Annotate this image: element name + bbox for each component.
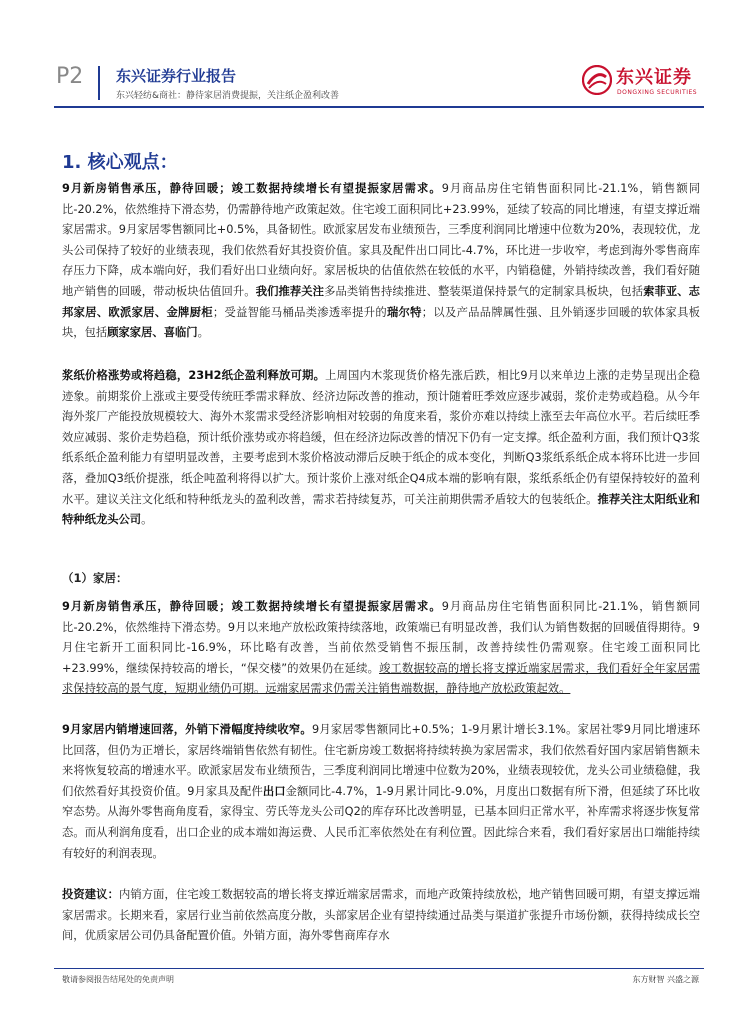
paragraph-home-overview: 9月新房销售承压，静待回暖；竣工数据持续增长有望提振家居需求。9月商品房住宅销售面积同比-21.1%，销售额同比-20.2%，依然维持下滑态势，仍需静待地产政策起效。住宅竣工面积同比+23.99%，延续了较高的同比增速，有望支撑近端家居需求。9月家居零售额同比+0.5%，具备韧性。欧派家居发布业绩预告，三季度利润同比增速中位数为20%，表现较优，龙头公司保持了较好的业绩表现，我们依然看好其投资价值。家具及配件出口同比-4.7%，环比进一步收窄，考虑到海外零售商库存压力下降，成本端向好，我们看好出口业绩向好。家居板块的估值依然在较低的水平，内销稳健，外销持续改善，我们看好随地产销售的回暖，带动板块估值回升。我们推荐关注多品类销售持续推进、整装渠道保持景气的定制家具板块，包括索菲亚、志邦家居、欧派家居、金牌厨柜；受益智能马桶品类渗透率提升的瑞尔特；以及产品品牌属性强、且外销逐步回暖的软体家具板块，包括顾家家居、喜临门。 — [62, 182, 700, 340]
report-title: 东兴证券行业报告 — [116, 67, 237, 85]
lead-text: 9月新房销售承压，静待回暖；竣工数据持续增长有望提振家居需求。 — [62, 600, 442, 613]
footer-disclaimer: 敬请参阅报告结尾处的免责声明 — [62, 975, 174, 984]
lead-text: 9月家居内销增速回落，外销下滑幅度持续收窄。 — [62, 723, 312, 736]
paragraph-home-sales: 9月新房销售承压，静待回暖；竣工数据持续增长有望提振家居需求。9月商品房住宅销售面积同比-21.1%，销售额同比-20.2%，依然维持下滑态势。9月以来地产放松政策持续落地，政策端已有明显改善，我们认为销售数据的回暖值得期待。9月住宅新开工面积同比-16.9%，环比略有改善，当前依然受销售不振压制，改善持续性仍需观察。住宅竣工面积同比+23.99%，继续保持较高的增长，“保交楼”的效果仍在延续。竣工数据较高的增长将支撑近端家居需求，我们看好全年家居需求保持较高的景气度，短期业绩仍可期。远端家居需求仍需关注销售端数据，静待地产放松政策起效。 — [62, 600, 700, 696]
header-divider — [98, 66, 100, 100]
header-rule — [54, 106, 704, 108]
paragraph-home-retail-export: 9月家居内销增速回落，外销下滑幅度持续收窄。9月家居零售额同比+0.5%；1-9月累计增长3.1%。家居社零9月同比增速环比回落，但仍为正增长，家居终端销售依然有韧性。住宅新房竣工数据将持续转换为家居需求，我们依然看好国内家居销售额未来将恢复较高的增速水平。欧派家居发布业绩预告，三季度利润同比增速中位数为20%，业绩表现较优，龙头公司业绩稳健，我们依然看好其投资价值。9月家具及配件出口金额同比-4.7%，1-9月累计同比-9.0%，月度出口数据有所下滑，但延续了环比收窄态势。从海外零售商角度看，家得宝、劳氏等龙头公司Q2的库存环比改善明显，已基本回归正常水平，补库需求将逐步恢复常态。而从利润角度看，出口企业的成本端如海运费、人民币汇率依然处在有利位置。因此综合来看，我们看好家居出口端能持续有较好的利润表现。 — [62, 723, 700, 860]
footer-slogan: 东方财智 兴盛之源 — [632, 975, 699, 984]
logo-text-cn: 东兴证券 — [616, 67, 692, 88]
paragraph-investment-advice: 投资建议：内销方面，住宅竣工数据较高的增长将支撑近端家居需求，而地产政策持续放松，地产销售回暖可期，有望支撑远端家居需求。长期来看，家居行业当前依然高度分散，头部家居企业有望持续通过品类与渠道扩张提升市场份额，获得持续成长空间，优质家居公司仍具备配置价值。外销方面，海外零售商库存水 — [62, 888, 700, 943]
lead-text: 投资建议： — [62, 888, 119, 901]
report-subtitle: 东兴轻纺&商社：静待家居消费提振，关注纸企盈利改善 — [116, 91, 340, 101]
paragraph-pulp-paper: 浆纸价格涨势或将趋稳，23H2纸企盈利释放可期。上周国内木浆现货价格先涨后跌，相比9月以来单边上涨的走势呈现出企稳迹象。前期浆价上涨或主要受传统旺季需求释放、经济边际改善的推动，预计随着旺季效应逐步减弱，浆价走势或趋稳。从今年海外浆厂产能投放规模较大、海外木浆需求受经济影响相对较弱的角度来看，浆价亦难以持续上涨至去年高位水平。若后续旺季效应减弱、浆价走势趋稳，预计纸价涨势或亦将趋缓，但在经济边际改善的情况下仍有一定支撑。纸企盈利方面，我们预计Q3浆纸系纸企盈利能力有望明显改善，主要考虑到木浆价格波动滞后反映于纸企的成本变化，判断Q3浆纸系纸企成本将环比进一步回落，叠加Q3纸价提涨，纸企吨盈利将得以扩大。预计浆价上涨对纸企Q4成本端的影响有限，浆纸系纸企仍有望保持较好的盈利水平。建议关注文化纸和特种纸龙头的盈利改善，需求若持续复苏，可关注前期供需矛盾较大的包装纸企。推荐关注太阳纸业和特种纸龙头公司。 — [62, 369, 700, 527]
lead-text: 9月新房销售承压，静待回暖；竣工数据持续增长有望提振家居需求。 — [62, 182, 442, 195]
subsection-home: （1）家居： — [62, 571, 128, 585]
underlined-text: 竣工数据较高的增长将支撑近端家居需求，我们看好全年家居需求保持较高的景气度，短期业绩仍可期。远端家居需求仍需关注销售端数据，静待地产放松政策起效。 — [62, 661, 700, 696]
page-number: P2 — [56, 64, 84, 89]
footer-rule — [54, 968, 704, 969]
lead-text: 浆纸价格涨势或将趋稳，23H2纸企盈利释放可期。 — [62, 369, 326, 382]
brand-logo — [582, 63, 702, 103]
section-title: 1. 核心观点： — [62, 152, 178, 173]
logo-text-en: DONGXING SECURITIES — [617, 89, 698, 96]
logo-mark-icon — [582, 65, 612, 95]
